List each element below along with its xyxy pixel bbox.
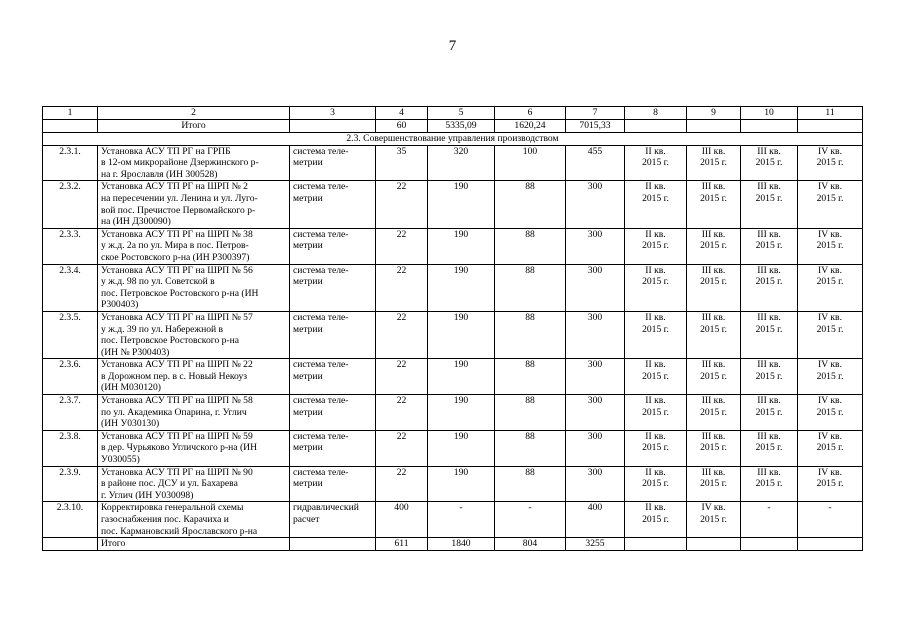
empty-cell [43, 119, 98, 132]
quarter-q8-line: II кв. [645, 264, 666, 276]
empty-cell [687, 538, 741, 551]
item-number: 2.3.1. [43, 145, 98, 181]
empty-cell [798, 538, 863, 551]
value-c4: 22 [376, 359, 428, 395]
value-c7: 400 [566, 502, 625, 538]
value-c5: 190 [428, 395, 495, 431]
work-type [290, 145, 376, 181]
quarter-q10-line: III кв. [757, 311, 781, 323]
quarter-q8 [625, 466, 687, 502]
quarter-q8 [625, 502, 687, 538]
quarter-q8-line: 2015 г. [642, 323, 669, 335]
value-c7: 300 [566, 395, 625, 431]
value-c6: 88 [495, 466, 566, 502]
work-type-line: метрии [293, 478, 323, 490]
quarter-q10 [741, 430, 798, 466]
empty-cell [741, 119, 798, 132]
work-type-line: система теле- [293, 466, 349, 478]
quarter-q10-line: 2015 г. [755, 442, 783, 454]
quarter-q10-line: 2015 г. [755, 240, 783, 252]
quarter-q8-line: II кв. [645, 181, 666, 193]
quarter-q11 [798, 502, 863, 538]
work-type-line: метрии [293, 442, 323, 454]
item-description-line: пос. Петровское Ростовского р-на [101, 335, 240, 347]
quarter-q10-line: III кв. [757, 359, 781, 371]
work-type-line: метрии [293, 240, 323, 252]
value-c7: 300 [566, 264, 625, 311]
table-row [43, 430, 863, 466]
total-c5: 5335,09 [428, 119, 495, 132]
item-description-line: Корректировка генеральной схемы [101, 502, 244, 514]
total-c7: 3255 [566, 538, 625, 551]
quarter-q8-line: II кв. [645, 502, 666, 514]
value-c4: 22 [376, 466, 428, 502]
table-row [43, 145, 863, 181]
work-type-line: метрии [293, 406, 323, 418]
quarter-q11-line: IV кв. [818, 395, 842, 407]
quarter-q9-line: 2015 г. [700, 157, 727, 169]
quarter-q8 [625, 430, 687, 466]
item-description [98, 264, 290, 311]
item-description-line: у ж.д. 2а по ул. Мира в пос. Петров- [101, 240, 249, 252]
quarter-q9-line: 2015 г. [700, 192, 727, 204]
quarter-q8-line: II кв. [645, 395, 666, 407]
item-description-line: Установка АСУ ТП РГ на ШРП № 58 [101, 395, 253, 407]
quarter-q9-line: III кв. [701, 264, 726, 276]
bottom-total-row [43, 538, 863, 551]
value-c4: 400 [376, 502, 428, 538]
quarter-q9-line: III кв. [701, 395, 726, 407]
value-c7: 300 [566, 359, 625, 395]
quarter-q11-line: IV кв. [818, 181, 842, 193]
value-c4: 22 [376, 430, 428, 466]
column-number: 11 [798, 107, 863, 120]
value-c4: 22 [376, 264, 428, 311]
item-description-line: Р300403) [101, 299, 139, 311]
item-description-line: пос. Петровское Ростовского р-на (ИН [101, 287, 259, 299]
table-row [43, 181, 863, 228]
quarter-q8-line: II кв. [645, 145, 666, 157]
item-description [98, 359, 290, 395]
item-description [98, 145, 290, 181]
item-description-line: на (ИН Д300090) [101, 216, 171, 228]
total-c6: 1620,24 [495, 119, 566, 132]
item-description-line: у ж.д. 39 по ул. Набережной в [101, 323, 224, 335]
quarter-q11-line: 2015 г. [816, 192, 844, 204]
table-row [43, 395, 863, 431]
column-number: 2 [98, 107, 290, 120]
work-type [290, 395, 376, 431]
quarter-q9-line: IV кв. [701, 502, 726, 514]
quarter-q11-line: 2015 г. [816, 240, 844, 252]
quarter-q8 [625, 395, 687, 431]
item-description-line: Установка АСУ ТП РГ на ШРП № 59 [101, 430, 253, 442]
empty-cell [687, 119, 741, 132]
quarter-q10 [741, 264, 798, 311]
work-type-line: метрии [293, 276, 323, 288]
quarter-q8-line: II кв. [645, 311, 666, 323]
value-c5: 190 [428, 430, 495, 466]
column-number: 3 [290, 107, 376, 120]
quarter-q11 [798, 228, 863, 264]
work-type [290, 466, 376, 502]
quarter-q9-line: III кв. [701, 145, 726, 157]
quarter-q9 [687, 228, 741, 264]
quarter-q11-line: IV кв. [818, 145, 842, 157]
item-description-line: на пересечении ул. Ленина и ул. Луго- [101, 192, 258, 204]
work-type-line: система теле- [293, 145, 349, 157]
item-description [98, 181, 290, 228]
quarter-q11-line: 2015 г. [816, 478, 844, 490]
item-description-line: на г. Ярославля (ИН 300528) [101, 168, 218, 180]
quarter-q11-line: IV кв. [818, 466, 842, 478]
quarter-q11-line: 2015 г. [816, 406, 844, 418]
value-c7: 300 [566, 430, 625, 466]
column-number-row [43, 107, 863, 120]
quarter-q9 [687, 311, 741, 358]
total-label: Итого [98, 119, 290, 132]
item-number: 2.3.7. [43, 395, 98, 431]
total-c4: 611 [376, 538, 428, 551]
value-c5: 320 [428, 145, 495, 181]
quarter-q8-line: 2015 г. [642, 442, 669, 454]
quarter-q9-line: III кв. [701, 181, 726, 193]
work-type [290, 228, 376, 264]
quarter-q8 [625, 145, 687, 181]
value-c4: 22 [376, 311, 428, 358]
item-description-line: Установка АСУ ТП РГ на ШРП № 56 [101, 264, 253, 276]
work-type-line: метрии [293, 157, 323, 169]
empty-cell [625, 119, 687, 132]
item-number: 2.3.6. [43, 359, 98, 395]
item-description-line: в Дорожном пер. в с. Новый Некоуз [101, 370, 248, 382]
table-row [43, 502, 863, 538]
item-number: 2.3.4. [43, 264, 98, 311]
value-c6: 88 [495, 311, 566, 358]
quarter-q11-line: IV кв. [818, 264, 842, 276]
work-type [290, 502, 376, 538]
value-c5: - [428, 502, 495, 538]
quarter-q10-line: III кв. [757, 145, 781, 157]
value-c7: 300 [566, 228, 625, 264]
work-type [290, 430, 376, 466]
quarter-q11-line: 2015 г. [816, 276, 844, 288]
quarter-q8 [625, 228, 687, 264]
value-c6: 88 [495, 359, 566, 395]
value-c6: 88 [495, 264, 566, 311]
item-description [98, 430, 290, 466]
quarter-q8-line: II кв. [645, 430, 666, 442]
quarter-q8-line: 2015 г. [642, 192, 669, 204]
quarter-q9-line: 2015 г. [700, 478, 727, 490]
quarter-q10-line: III кв. [757, 228, 781, 240]
work-type-line: метрии [293, 370, 323, 382]
work-type [290, 359, 376, 395]
value-c7: 300 [566, 311, 625, 358]
quarter-q9 [687, 502, 741, 538]
empty-cell [798, 119, 863, 132]
value-c6: 88 [495, 395, 566, 431]
item-number: 2.3.5. [43, 311, 98, 358]
quarter-q11 [798, 145, 863, 181]
quarter-q9 [687, 430, 741, 466]
work-type-line: система теле- [293, 228, 349, 240]
total-c4: 60 [376, 119, 428, 132]
section-header-row [43, 132, 863, 145]
quarter-q10-line: 2015 г. [755, 157, 783, 169]
quarter-q9-line: 2015 г. [700, 240, 727, 252]
item-description [98, 466, 290, 502]
quarter-q11 [798, 181, 863, 228]
quarter-q10-line: III кв. [757, 181, 781, 193]
quarter-q8 [625, 181, 687, 228]
quarter-q10-line: III кв. [757, 466, 781, 478]
quarter-q9-line: 2015 г. [700, 276, 727, 288]
value-c7: 300 [566, 466, 625, 502]
quarter-q10-line: 2015 г. [755, 192, 783, 204]
quarter-q10-line: III кв. [757, 395, 781, 407]
quarter-q10 [741, 395, 798, 431]
work-type-line: метрии [293, 192, 323, 204]
item-description-line: пос. Кармановский Ярославского р-на [101, 525, 258, 537]
quarter-q10-line: 2015 г. [755, 323, 783, 335]
quarter-q8 [625, 264, 687, 311]
quarter-q9-line: 2015 г. [700, 514, 727, 525]
quarter-q9-line: III кв. [701, 466, 726, 478]
item-description-line: Установка АСУ ТП РГ на ШРП № 38 [101, 228, 253, 240]
value-c6: 88 [495, 228, 566, 264]
column-number: 1 [43, 107, 98, 120]
quarter-q9-line: 2015 г. [700, 323, 727, 335]
quarter-q11 [798, 264, 863, 311]
quarter-q8-line: 2015 г. [642, 157, 669, 169]
item-description-line: в дер. Чурьяково Угличского р-на (ИН [101, 442, 258, 454]
quarter-q10-line: III кв. [757, 430, 781, 442]
work-type-line: гидравлический [293, 502, 359, 514]
value-c5: 190 [428, 466, 495, 502]
empty-cell [741, 538, 798, 551]
item-description [98, 395, 290, 431]
table-row [43, 264, 863, 311]
work-type-line: метрии [293, 323, 323, 335]
quarter-q10 [741, 466, 798, 502]
quarter-q10 [741, 311, 798, 358]
item-description-line: г. Углич (ИН У030098) [101, 489, 194, 501]
page-number: 7 [448, 38, 457, 54]
item-description-line: у ж.д. 98 по ул. Советской в [101, 276, 215, 288]
item-description-line: газоснабжения пос. Карачиха и [101, 514, 229, 525]
work-type-line: система теле- [293, 311, 349, 323]
investment-table [42, 106, 863, 551]
value-c5: 190 [428, 359, 495, 395]
item-description-line: в 12-ом микрорайоне Дзержинского р- [101, 157, 259, 169]
item-description [98, 502, 290, 538]
quarter-q9-line: III кв. [701, 430, 726, 442]
column-number: 7 [566, 107, 625, 120]
quarter-q8-line: 2015 г. [642, 276, 669, 288]
quarter-q10-line: III кв. [757, 264, 781, 276]
quarter-q9 [687, 264, 741, 311]
item-description-line: (ИН У030130) [101, 418, 160, 430]
work-type-line: система теле- [293, 395, 349, 407]
value-c6: 100 [495, 145, 566, 181]
column-number: 10 [741, 107, 798, 120]
column-number: 4 [376, 107, 428, 120]
column-number: 8 [625, 107, 687, 120]
value-c4: 22 [376, 395, 428, 431]
quarter-q8 [625, 359, 687, 395]
quarter-q11-line: IV кв. [818, 228, 842, 240]
quarter-q10 [741, 228, 798, 264]
item-description-line: в районе пос. ДСУ и ул. Бахарева [101, 478, 238, 490]
table-row [43, 359, 863, 395]
section-title: 2.3. Совершенствование управления производством [43, 132, 863, 145]
quarter-q11 [798, 466, 863, 502]
quarter-q11-line: 2015 г. [816, 157, 844, 169]
value-c4: 35 [376, 145, 428, 181]
quarter-q10 [741, 502, 798, 538]
total-label: Итого [98, 538, 290, 551]
quarter-q9-line: 2015 г. [700, 370, 727, 382]
quarter-q8-line: 2015 г. [642, 478, 669, 490]
quarter-q8-line: II кв. [645, 466, 666, 478]
total-c5: 1840 [428, 538, 495, 551]
quarter-q11-line: IV кв. [818, 359, 842, 371]
item-number: 2.3.10. [43, 502, 98, 538]
quarter-q11 [798, 430, 863, 466]
work-type [290, 181, 376, 228]
value-c5: 190 [428, 311, 495, 358]
quarter-q11 [798, 311, 863, 358]
empty-cell [290, 538, 376, 551]
item-description-line: вой пос. Пречистое Первомайского р- [101, 204, 256, 216]
work-type [290, 311, 376, 358]
quarter-q8-line: 2015 г. [642, 240, 669, 252]
quarter-q11-line: IV кв. [818, 430, 842, 442]
column-number: 6 [495, 107, 566, 120]
empty-cell [625, 538, 687, 551]
item-description-line: ское Ростовского р-на (ИН Р300397) [101, 251, 250, 263]
quarter-q10 [741, 181, 798, 228]
item-description-line: (ИН М030120) [101, 382, 161, 394]
total-c6: 804 [495, 538, 566, 551]
item-description-line: Установка АСУ ТП РГ на ШРП № 2 [101, 181, 248, 193]
value-c6: 88 [495, 181, 566, 228]
value-c4: 22 [376, 228, 428, 264]
item-description-line: У030055) [101, 454, 140, 466]
quarter-q8-line: 2015 г. [642, 406, 669, 418]
quarter-q9-line: 2015 г. [700, 406, 727, 418]
value-c4: 22 [376, 181, 428, 228]
empty-cell [43, 538, 98, 551]
item-description-line: Установка АСУ ТП РГ на ШРП № 57 [101, 311, 253, 323]
quarter-q11-line: 2015 г. [816, 323, 844, 335]
quarter-q9-line: III кв. [701, 228, 726, 240]
quarter-q11-line: IV кв. [818, 311, 842, 323]
quarter-q10-line: 2015 г. [755, 370, 783, 382]
quarter-q8-line: 2015 г. [642, 514, 669, 525]
value-c6: 88 [495, 430, 566, 466]
quarter-q11 [798, 359, 863, 395]
value-c6: - [495, 502, 566, 538]
item-description-line: по ул. Академика Опарина, г. Углич [101, 406, 247, 418]
table-row [43, 311, 863, 358]
quarter-q10-line: 2015 г. [755, 406, 783, 418]
item-description [98, 228, 290, 264]
quarter-q11-line: 2015 г. [816, 442, 844, 454]
table-row [43, 228, 863, 264]
column-number: 9 [687, 107, 741, 120]
quarter-q9 [687, 181, 741, 228]
quarter-q10-line: 2015 г. [755, 276, 783, 288]
work-type-line: система теле- [293, 359, 349, 371]
quarter-q9 [687, 145, 741, 181]
column-number: 5 [428, 107, 495, 120]
quarter-q8-line: II кв. [645, 228, 666, 240]
quarter-q8-line: II кв. [645, 359, 666, 371]
quarter-q8-line: 2015 г. [642, 370, 669, 382]
work-type [290, 264, 376, 311]
item-number: 2.3.9. [43, 466, 98, 502]
work-type-line: система теле- [293, 264, 349, 276]
quarter-q9 [687, 395, 741, 431]
empty-cell [290, 119, 376, 132]
value-c5: 190 [428, 264, 495, 311]
quarter-q11-line: - [828, 502, 832, 514]
value-c5: 190 [428, 228, 495, 264]
item-description-line: Установка АСУ ТП РГ на ШРП № 22 [101, 359, 253, 371]
quarter-q9 [687, 359, 741, 395]
quarter-q11-line: 2015 г. [816, 370, 844, 382]
value-c7: 300 [566, 181, 625, 228]
quarter-q9-line: III кв. [701, 359, 726, 371]
item-description-line: Установка АСУ ТП РГ на ШРП № 90 [101, 466, 253, 478]
quarter-q8 [625, 311, 687, 358]
top-total-row [43, 119, 863, 132]
quarter-q9-line: III кв. [701, 311, 726, 323]
quarter-q10 [741, 359, 798, 395]
quarter-q9-line: 2015 г. [700, 442, 727, 454]
value-c7: 455 [566, 145, 625, 181]
work-type-line: расчет [293, 514, 320, 525]
item-description-line: (ИН № Р300403) [101, 346, 170, 358]
quarter-q10 [741, 145, 798, 181]
quarter-q9 [687, 466, 741, 502]
item-description [98, 311, 290, 358]
item-number: 2.3.8. [43, 430, 98, 466]
item-number: 2.3.2. [43, 181, 98, 228]
quarter-q10-line: - [767, 502, 771, 514]
item-description-line: Установка АСУ ТП РГ на ГРПБ [101, 145, 231, 157]
work-type-line: система теле- [293, 430, 349, 442]
value-c5: 190 [428, 181, 495, 228]
total-c7: 7015,33 [566, 119, 625, 132]
work-type-line: система теле- [293, 181, 349, 193]
item-number: 2.3.3. [43, 228, 98, 264]
quarter-q11 [798, 395, 863, 431]
table-row [43, 466, 863, 502]
quarter-q10-line: 2015 г. [755, 478, 783, 490]
